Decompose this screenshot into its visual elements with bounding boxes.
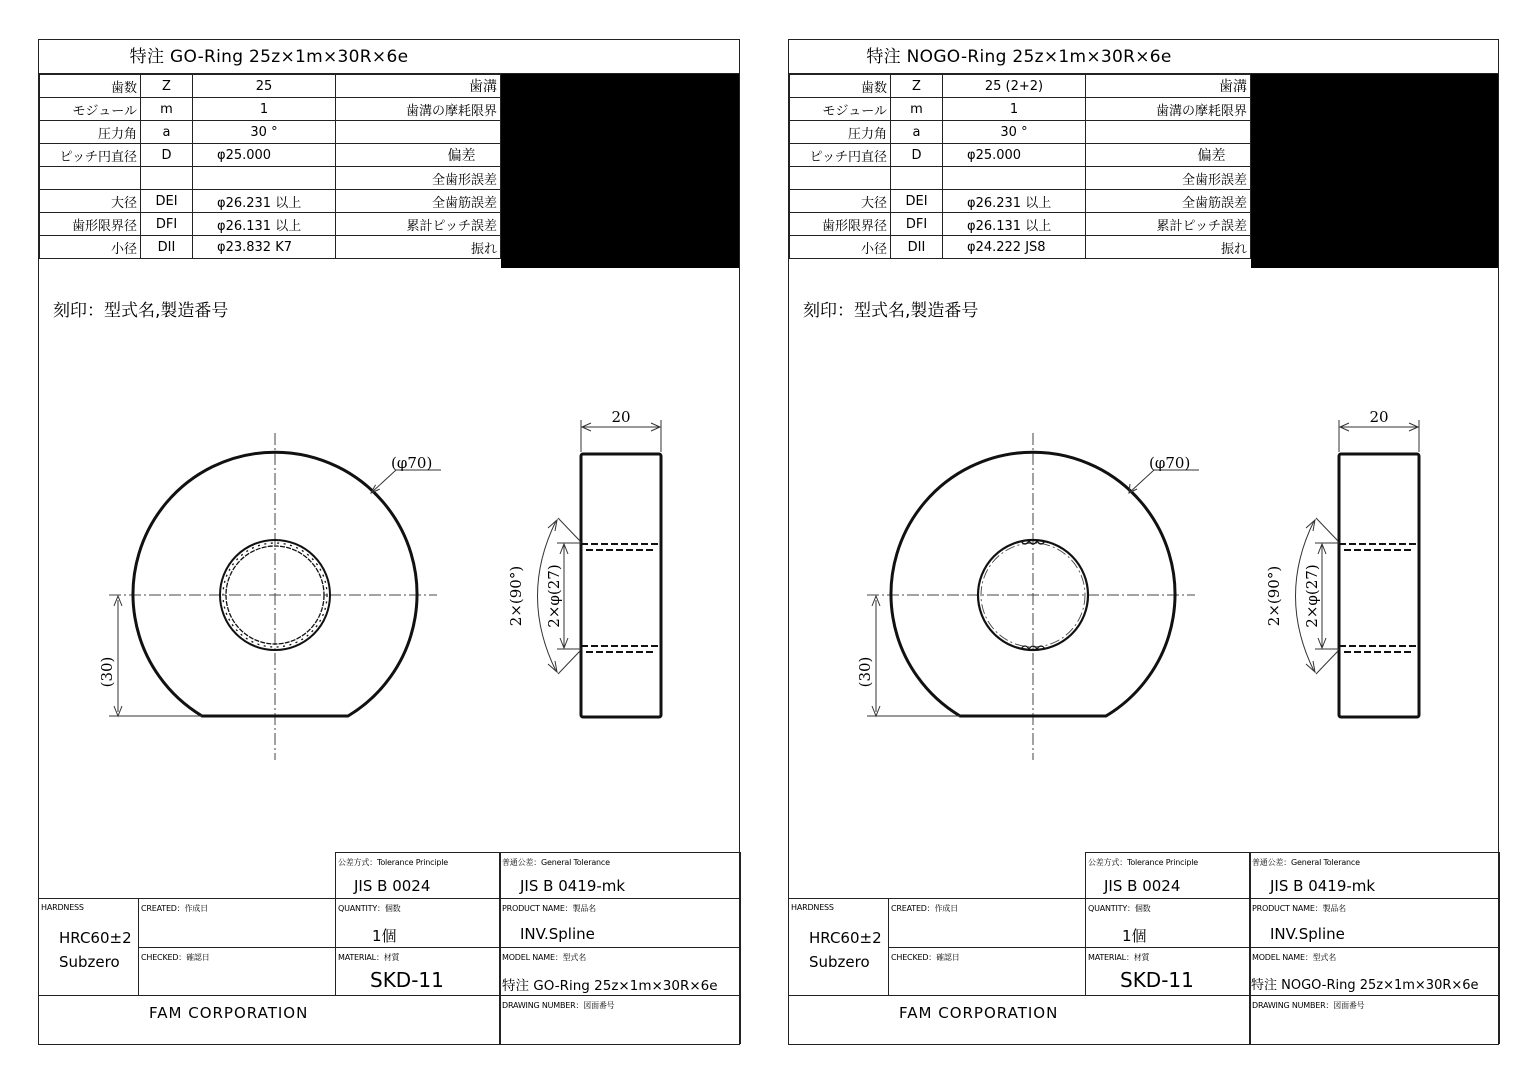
spec-label: 大径 (790, 190, 891, 213)
created-cell (138, 898, 336, 948)
general-tolerance-cell (1249, 852, 1500, 899)
drawing-number-cell (499, 995, 741, 1044)
outer-diameter-label: (φ70) (391, 454, 433, 472)
product-name-cell (1249, 898, 1500, 948)
quantity-cell (1085, 898, 1251, 948)
spec-label: 圧力角 (40, 121, 141, 144)
caption: PRODUCT NAME：製品名 (1252, 904, 1346, 913)
material-value: SKD-11 (1120, 968, 1194, 992)
spec-value: φ24.222 JS8 (943, 236, 1086, 259)
hardness-treatment: Subzero (59, 953, 120, 971)
spec-right-label: 全歯筋誤差 (1086, 190, 1251, 213)
spec-right-label: 累計ピッチ誤差 (1086, 213, 1251, 236)
spec-value: 1 (193, 98, 336, 121)
spec-right-label: 振れ (1086, 236, 1251, 259)
caption: 普通公差：General Tolerance (1252, 858, 1360, 867)
caption: MODEL NAME：型式名 (502, 953, 587, 962)
spec-label: ピッチ円直径 (790, 144, 891, 167)
spec-label: モジュール (790, 98, 891, 121)
caption: 公差方式：Tolerance Principle (1088, 858, 1199, 867)
spec-label: ピッチ円直径 (40, 144, 141, 167)
material-cell (1085, 947, 1251, 996)
material-cell (335, 947, 501, 996)
spec-symbol: DEI (891, 190, 943, 213)
model-name-value: 特注 GO-Ring 25z×1m×30R×6e (502, 978, 718, 994)
spec-symbol: m (141, 98, 193, 121)
hardness-value: HRC60±2 (59, 929, 132, 947)
company-name: FAM CORPORATION (149, 1004, 309, 1022)
company-cell (38, 995, 501, 1044)
spec-symbol: Z (891, 75, 943, 98)
product-name-value: INV.Spline (520, 925, 595, 943)
tolerance-principle-cell (335, 852, 501, 899)
spec-symbol: DII (891, 236, 943, 259)
caption: 普通公差：General Tolerance (502, 858, 610, 867)
caption: HARDNESS (41, 903, 84, 912)
company-name: FAM CORPORATION (899, 1004, 1059, 1022)
caption: QUANTITY：個数 (1088, 904, 1151, 913)
tolerance-principle-value: JIS B 0024 (354, 877, 431, 895)
flat-height-label: (30) (98, 656, 116, 688)
quantity-value: 1個 (1122, 927, 1147, 945)
spec-symbol: DFI (891, 213, 943, 236)
spec-symbol: Z (141, 75, 193, 98)
checked-cell (138, 947, 336, 996)
spec-symbol: a (891, 121, 943, 144)
spec-right-label: 振れ (336, 236, 501, 259)
hardness-cell (38, 898, 139, 996)
caption: QUANTITY：個数 (338, 904, 401, 913)
spec-label: 小径 (40, 236, 141, 259)
caption: DRAWING NUMBER：図面番号 (502, 1001, 615, 1010)
width-label: 20 (1369, 408, 1389, 426)
spec-label: 歯数 (790, 75, 891, 98)
spec-right-label: 累計ピッチ誤差 (336, 213, 501, 236)
chamfer-angle-label: 2×(90°) (1265, 565, 1283, 627)
spec-label: 歯形限界径 (40, 213, 141, 236)
front-view (856, 433, 1199, 760)
caption: CHECKED：確認日 (891, 953, 960, 962)
spec-right-label: 偏差 (336, 144, 501, 167)
spec-value: 30 ° (943, 121, 1086, 144)
caption: MATERIAL：材質 (338, 953, 400, 962)
caption: MATERIAL：材質 (1088, 953, 1150, 962)
spec-right-label: 歯溝 (1086, 75, 1251, 98)
width-label: 20 (611, 408, 631, 426)
spec-label: 圧力角 (790, 121, 891, 144)
flat-height-label: (30) (856, 656, 874, 688)
spec-right-label: 歯溝の摩耗限界 (1086, 98, 1251, 121)
spec-value: φ23.832 K7 (193, 236, 336, 259)
company-cell (788, 995, 1251, 1044)
caption: DRAWING NUMBER：図面番号 (1252, 1001, 1365, 1010)
general-tolerance-value: JIS B 0419-mk (520, 877, 626, 895)
model-name-cell (499, 947, 741, 996)
spec-value: 25 (2+2) (943, 75, 1086, 98)
hardness-treatment: Subzero (809, 953, 870, 971)
spec-value: 25 (193, 75, 336, 98)
side-view (507, 408, 661, 717)
spec-value: φ26.131 以上 (943, 213, 1086, 236)
spec-value: φ26.131 以上 (193, 213, 336, 236)
spec-right-label: 歯溝の摩耗限界 (336, 98, 501, 121)
stamp-note: 刻印：型式名,製造番号 (803, 301, 979, 321)
outer-diameter-label: (φ70) (1149, 454, 1191, 472)
spec-symbol: DFI (141, 213, 193, 236)
quantity-cell (335, 898, 501, 948)
spec-value: 1 (943, 98, 1086, 121)
material-value: SKD-11 (370, 968, 444, 992)
tolerance-principle-cell (1085, 852, 1251, 899)
spec-value: 30 ° (193, 121, 336, 144)
hardness-cell (788, 898, 889, 996)
caption: CHECKED：確認日 (141, 953, 210, 962)
spec-right-label: 偏差 (1086, 144, 1251, 167)
drawing-sheet-go (38, 39, 740, 1045)
spec-label: 歯形限界径 (790, 213, 891, 236)
spec-right-label: 全歯形誤差 (1086, 167, 1251, 190)
sheet-title: 特注 GO-Ring 25z×1m×30R×6e (129, 47, 409, 67)
drawing-number-cell (1249, 995, 1500, 1044)
spec-symbol: m (891, 98, 943, 121)
chamfer-angle-label: 2×(90°) (507, 565, 525, 627)
spec-value: φ25.000 (193, 144, 336, 167)
caption: MODEL NAME：型式名 (1252, 953, 1337, 962)
spec-label: モジュール (40, 98, 141, 121)
created-cell (888, 898, 1086, 948)
chamfer-diameter-label: 2×φ(27) (545, 564, 563, 628)
spec-right-label: 全歯形誤差 (336, 167, 501, 190)
front-view (98, 433, 441, 760)
model-name-cell (1249, 947, 1500, 996)
model-name-value: 特注 NOGO-Ring 25z×1m×30R×6e (1251, 978, 1479, 993)
spec-right-label: 全歯筋誤差 (336, 190, 501, 213)
caption: HARDNESS (791, 903, 834, 912)
side-view (1265, 408, 1419, 717)
product-name-cell (499, 898, 741, 948)
title-block (39, 852, 739, 1044)
hardness-value: HRC60±2 (809, 929, 882, 947)
spec-value: φ26.231 以上 (943, 190, 1086, 213)
caption: CREATED：作成日 (891, 904, 958, 913)
tolerance-principle-value: JIS B 0024 (1104, 877, 1181, 895)
quantity-value: 1個 (372, 927, 397, 945)
spec-symbol: DII (141, 236, 193, 259)
general-tolerance-value: JIS B 0419-mk (1270, 877, 1376, 895)
spec-label: 小径 (790, 236, 891, 259)
stamp-note: 刻印：型式名,製造番号 (53, 301, 229, 321)
drawing-sheet-nogo (788, 39, 1499, 1045)
checked-cell (888, 947, 1086, 996)
spec-right-label: 歯溝 (336, 75, 501, 98)
spec-label: 歯数 (40, 75, 141, 98)
spec-value: φ25.000 (943, 144, 1086, 167)
spec-symbol: D (141, 144, 193, 167)
general-tolerance-cell (499, 852, 741, 899)
spec-symbol: DEI (141, 190, 193, 213)
product-name-value: INV.Spline (1270, 925, 1345, 943)
title-block (789, 852, 1498, 1044)
caption: CREATED：作成日 (141, 904, 208, 913)
caption: 公差方式：Tolerance Principle (338, 858, 449, 867)
chamfer-diameter-label: 2×φ(27) (1303, 564, 1321, 628)
spec-label: 大径 (40, 190, 141, 213)
caption: PRODUCT NAME：製品名 (502, 904, 596, 913)
sheet-title: 特注 NOGO-Ring 25z×1m×30R×6e (866, 47, 1172, 67)
spec-value: φ26.231 以上 (193, 190, 336, 213)
spec-symbol: D (891, 144, 943, 167)
spec-symbol: a (141, 121, 193, 144)
